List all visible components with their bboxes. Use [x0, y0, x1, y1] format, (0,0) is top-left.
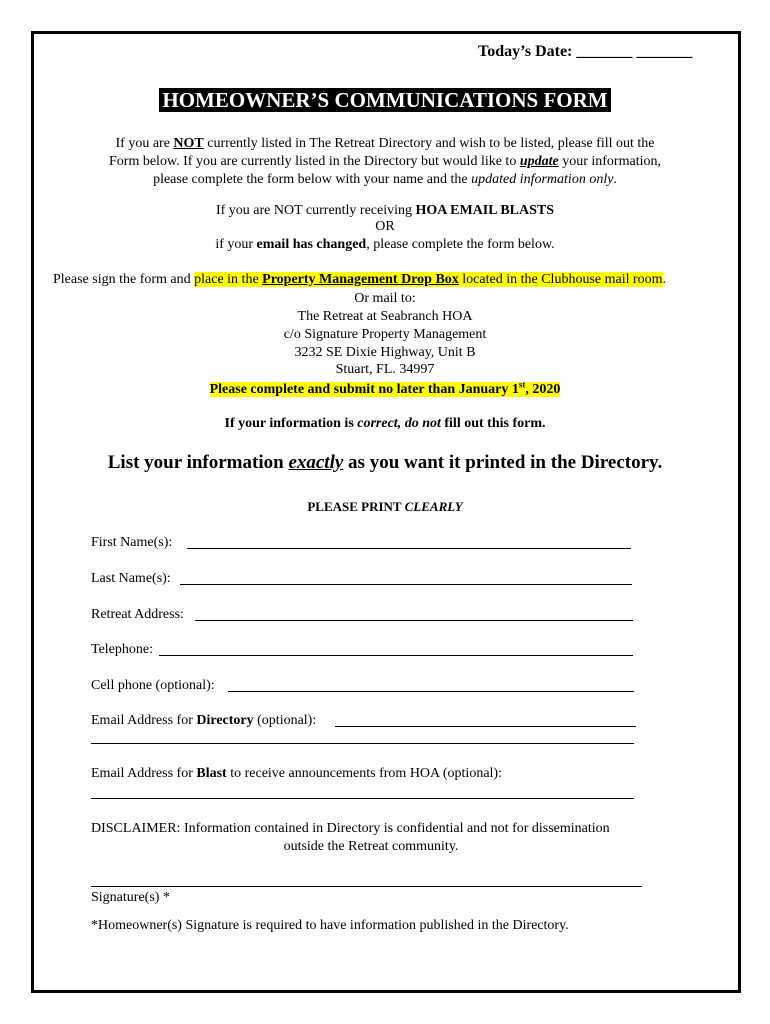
blast-bold: email has changed [256, 237, 367, 252]
blast-text: , please complete the form below. [366, 237, 555, 252]
first-name-field[interactable] [187, 548, 631, 549]
deadline [0, 379, 770, 398]
blast-line-3 [0, 237, 770, 253]
correct-info [0, 416, 770, 432]
telephone-field[interactable] [159, 655, 633, 656]
deadline-text: Please complete and submit no later than January 1 [209, 381, 519, 397]
drop-box-text: Property Management Drop Box [262, 272, 459, 287]
intro-update: update [519, 154, 559, 169]
list-heading [0, 452, 770, 474]
intro-line-3 [0, 172, 770, 188]
sign-hl-text: located in the Clubhouse mail room [458, 272, 663, 287]
email-blast-bold: Blast [196, 766, 227, 781]
email-blast-text: Email Address for [91, 766, 197, 781]
please-print [0, 499, 770, 515]
sign-text: Please sign the form and [53, 272, 195, 287]
signature-note: *Homeowner(s) Signature is required to have information published in the Directory. [91, 918, 569, 933]
intro-not: NOT [173, 136, 204, 151]
intro-text: . [613, 172, 617, 187]
sign-hl-text: place in the [194, 272, 263, 287]
title-row [0, 88, 770, 112]
sign-instructions [53, 272, 666, 288]
date-label: Today’s Date: [478, 43, 573, 60]
deadline-text: , 2020 [525, 381, 561, 397]
address-line-4: Stuart, FL. 34997 [335, 362, 435, 377]
print-clearly: CLEARLY [404, 499, 463, 514]
signature-label: Signature(s) * [91, 890, 170, 905]
correct-italic: correct, do not [357, 416, 441, 431]
sign-text: . [662, 272, 667, 287]
email-directory-field[interactable] [335, 726, 636, 727]
blast-bold: HOA EMAIL BLASTS [415, 203, 555, 218]
print-text: PLEASE PRINT [307, 499, 405, 514]
address-label: Retreat Address: [91, 607, 184, 622]
last-name-field[interactable] [180, 584, 632, 585]
first-name-label: First Name(s): [91, 535, 173, 550]
blast-text: if your [215, 237, 257, 252]
intro-text: currently listed in The Retreat Directory and wish to be listed, please fill out the [203, 136, 655, 151]
intro-text: If you are [115, 136, 174, 151]
intro-text: your information, [558, 154, 661, 169]
email-blast-field[interactable] [91, 798, 634, 799]
list-heading-text: as you want it printed in the Directory. [343, 452, 663, 473]
intro-line-2 [0, 154, 770, 170]
intro-line-1 [0, 136, 770, 152]
cell-field[interactable] [228, 691, 634, 692]
cell-label: Cell phone (optional): [91, 678, 215, 693]
email-directory-label [91, 713, 316, 729]
disclaimer-line-2: outside the Retreat community. [283, 839, 459, 854]
signature-field[interactable] [91, 886, 642, 887]
deadline-sup: st [518, 379, 526, 389]
date-label-row [478, 43, 692, 61]
email-dir-text: (optional): [253, 713, 317, 728]
email-blast-text: to receive announcements from HOA (optional): [226, 766, 502, 781]
deadline-highlight [209, 379, 561, 397]
disclaimer-line-1: DISCLAIMER: Information contained in Directory is confidential and not for dissemination [91, 821, 610, 836]
email-blast-label [91, 766, 502, 782]
blast-or: OR [375, 219, 395, 234]
correct-text: If your information is [224, 416, 358, 431]
form-title: HOMEOWNER’S COMMUNICATIONS FORM [159, 88, 610, 112]
correct-text: fill out this form. [440, 416, 546, 431]
list-heading-text: List your information [107, 452, 289, 473]
list-heading-exactly: exactly [288, 452, 344, 473]
blast-line-1 [0, 203, 770, 219]
address-line-2: c/o Signature Property Management [283, 327, 487, 342]
or-mail: Or mail to: [354, 291, 416, 306]
address-field[interactable] [195, 620, 633, 621]
intro-italic: updated information only [471, 172, 614, 187]
telephone-label: Telephone: [91, 642, 153, 657]
address-line-1: The Retreat at Seabranch HOA [297, 309, 473, 324]
intro-text: please complete the form below with your name and the [153, 172, 472, 187]
blast-text: If you are NOT currently receiving [215, 203, 416, 218]
last-name-label: Last Name(s): [91, 571, 171, 586]
date-blank: _______ _______ [576, 43, 693, 60]
sign-highlight [194, 272, 662, 287]
email-dir-text: Email Address for [91, 713, 197, 728]
intro-text: Form below. If you are currently listed in the Directory but would like to [109, 154, 520, 169]
email-directory-field-2[interactable] [91, 743, 634, 744]
email-dir-bold: Directory [196, 713, 254, 728]
address-line-3: 3232 SE Dixie Highway, Unit B [294, 345, 476, 360]
